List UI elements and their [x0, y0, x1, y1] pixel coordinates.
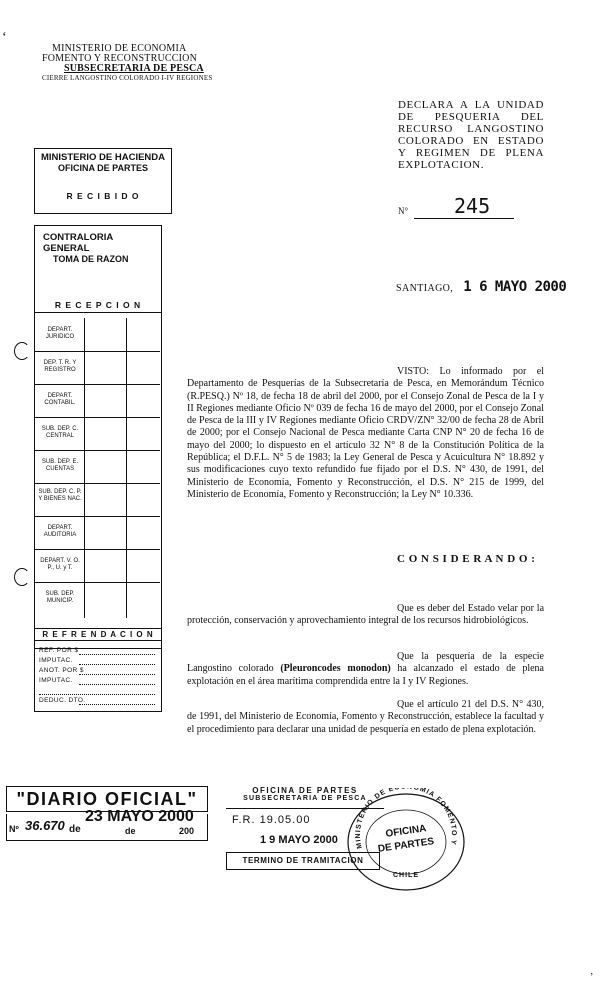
p3-lead: Que el artículo 21 del D.S. N° [397, 699, 524, 710]
visto-paragraph [187, 366, 544, 501]
ref-dotted-6 [79, 704, 155, 706]
grid-row-8 [34, 549, 160, 583]
hacienda-recibido: R E C I B I D O [66, 191, 140, 201]
resolution-number [398, 196, 518, 222]
ref-row-3: ANOT. POR $ [39, 667, 84, 674]
ref-row-4: IMPUTAC. [39, 677, 73, 684]
ref-dotted-4 [79, 684, 155, 686]
contraloria-line-1: CONTRALORIA GENERAL [43, 232, 113, 254]
ref-row-1: REF. POR $ [39, 647, 79, 654]
p2-species: (Pleuroncodes monodon) [280, 663, 391, 675]
date-value: 1 6 MAYO 2000 [463, 279, 567, 295]
ref-row-2: IMPUTAC. [39, 657, 73, 664]
resolution-title: DECLARA A LA UNIDAD DE PESQUERIA DEL RECURSO LANGOSTINO COLORADO EN ESTADO Y REGIMEN DE PLENA EXPLOTACION. [398, 99, 544, 171]
p1-lead: Que es deber del Estado velar [397, 603, 518, 614]
considerando-heading: C O N S I D E R A N D O : [397, 553, 536, 565]
diario-oficial-stamp [6, 786, 212, 846]
refrendacion-title: R E F R E N D A C I O N [35, 629, 161, 641]
hacienda-stamp [34, 148, 172, 214]
recepcion-divider [35, 312, 161, 313]
date-city: SANTIAGO, [396, 283, 454, 294]
grid-label: SUB. DEP. E. CUENTAS [41, 459, 79, 472]
seal-bottom: CHILE [393, 872, 419, 879]
seal-ring-text: MINISTERIO DE E OMIA FOMENTO Y [354, 788, 458, 850]
contraloria-recepcion: R E C E P C I O N [54, 300, 142, 310]
grid-label: DEP. T. R. Y REGISTRO [43, 360, 77, 373]
ref-dotted-5 [39, 694, 155, 696]
visto-lead: VISTO: [397, 366, 430, 377]
hacienda-line-1: MINISTERIO DE HACIENDA [40, 152, 166, 163]
binder-hole-bottom [14, 568, 30, 586]
number-underline [414, 218, 514, 219]
header-line-1: MINISTERIO DE ECONOMIA [52, 43, 187, 54]
ministry-header [42, 44, 212, 83]
diario-de: de [69, 824, 81, 835]
diario-de-2: de [125, 826, 136, 836]
grid-label: SUB. DEP. MUNICIP. [45, 591, 75, 604]
grid-label: SUB. DEP. C. P. Y BIENES NAC. [38, 489, 82, 502]
p1-rest: por la protección, conservación y aprovechamiento integral de los recursos hidrobiológicos. [187, 603, 545, 627]
grid-row-5 [34, 450, 160, 484]
binder-hole-top [14, 342, 30, 360]
grid-label: DEPART. CONTABIL. [44, 393, 76, 406]
ref-dotted-1 [79, 654, 155, 656]
diario-title: "DIARIO OFICIAL" [16, 789, 198, 809]
oficina-fecha: F.R. 19.05.00 [232, 814, 311, 826]
grid-label: SUB. DEP. C. CENTRAL [41, 426, 79, 439]
oficina-date: 1 9 MAYO 2000 [260, 834, 338, 846]
grid-row-4 [34, 417, 160, 451]
p3-rest: 430, de 1991, del Ministerio de Economía, Fomento y Reconstrucción, establece la facultad y el procedimiento para declarar una unidad de pesquería en estado de plena explotación. [187, 699, 545, 735]
grid-label: DEPART. V. O. P., U. y T. [40, 558, 80, 571]
grid-label: DEPART. AUDITORIA [43, 525, 77, 538]
grid-row-1 [34, 318, 160, 352]
header-line-2: FOMENTO Y RECONSTRUCCION [42, 53, 198, 64]
diario-n-value: 36.670 [25, 818, 65, 833]
diario-date: 23 MAYO 2000 [85, 808, 194, 825]
seal-center-2: DE PARTES [377, 836, 435, 855]
p2-rest-b: ha alcanzado el estado de plena explotación en el área marítima comprendida entre la I y IV Regiones. [187, 663, 544, 687]
visto-text: Lo informado por el Departamento de Pesquerías de la Subsecretaría de Pesca, en Memorándum Técnico (R.PESQ.) Nº 18, de fecha 18 de abril del 2000, por el Consejo Zonal de Pesca de la I y II Regiones mediante Oficio Nº 039 de fecha 16 de mayo del 2000, por el Consejo Zonal de Pesca de la III y IV Regiones mediante Oficio CRDV/ZN° 32/00 de fecha 28 de Abril de 2000; por el Consejo Nacional de Pesca mediante Carta CNP N° 20 de fecha 16 de mayo del 2000; lo dispuesto en el artículo 32 N° 8 de la Constitución Política de la República; el D.F.L. N° 5 de 1983; la Ley General de Pesca y Acuicultura N° 18.892 y sus modificaciones cuyo texto refundido fue fijado por el D.S. N° 430, de 1991, del Ministerio de Economía, Fomento y Reconstrucción, el D.S. N° 215 de 1999, del Ministerio de Economía, Fomento y Reconstrucción; la Ley N° 10.336. [187, 366, 545, 500]
ref-row-6: DEDUC. DTO. [39, 697, 86, 704]
refrendacion-box [34, 628, 162, 712]
ref-dotted-3 [79, 674, 155, 676]
oficina-line-2: SUBSECRETARIA DE PESCA [243, 795, 367, 802]
grid-row-7 [34, 516, 160, 550]
header-line-3: SUBSECRETARIA DE PESCA [64, 63, 204, 74]
grid-label: DEPART. JURIDICO [45, 327, 75, 340]
ref-dotted-2 [79, 664, 155, 666]
considerando-paragraph-1 [187, 603, 544, 628]
termino-label: TERMINO DE TRAMITACION [242, 856, 364, 865]
diario-number-row [6, 808, 208, 841]
contraloria-line-2: TOMA DE RAZON [53, 254, 129, 264]
number-label: N° [398, 206, 409, 216]
round-seal [342, 788, 470, 892]
p2-lead: Que la pesquería de la especie [397, 651, 544, 662]
oficina-line-1: OFICINA DE PARTES [252, 786, 358, 795]
grid-row-6 [34, 483, 160, 517]
seal-center-1: OFICINA [384, 823, 428, 840]
grid-row-9 [34, 582, 160, 615]
considerando-paragraph-3 [187, 699, 544, 736]
page-corner-mark: ’ [590, 972, 594, 983]
diario-n-label: Nº [9, 824, 19, 834]
corner-mark: ‘ [2, 30, 7, 45]
p2-rest-a: Langostino colorado [187, 663, 281, 675]
contraloria-grid [34, 318, 162, 618]
header-line-4: CIERRE LANGOSTINO COLORADO I-IV REGIONES [42, 74, 213, 82]
date-line [396, 278, 566, 296]
number-value: 245 [454, 194, 491, 218]
hacienda-line-2: OFICINA DE PARTES [57, 163, 148, 173]
grid-row-3 [34, 384, 160, 418]
grid-row-2 [34, 351, 160, 385]
considerando-paragraph-2 [187, 651, 544, 688]
diario-year: 200 [179, 826, 195, 836]
